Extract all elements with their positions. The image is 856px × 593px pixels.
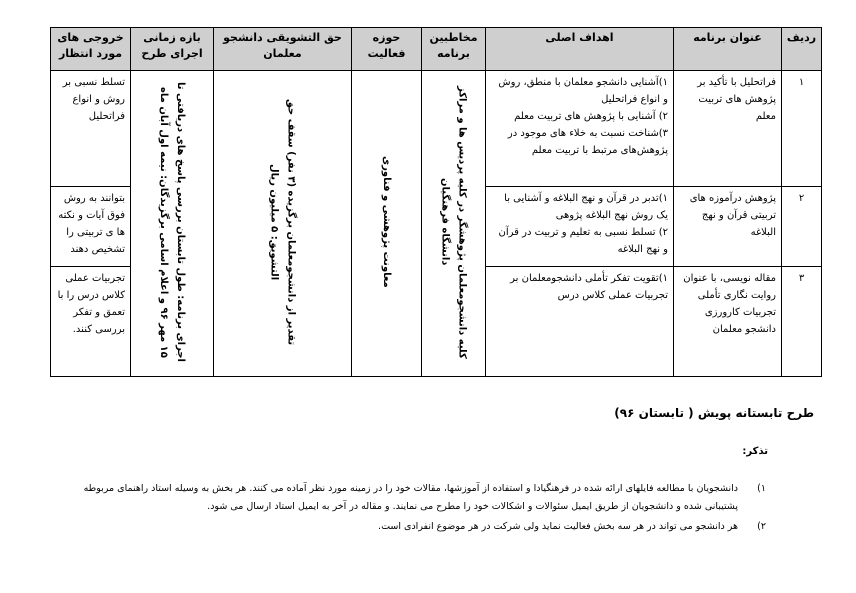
plan-subtitle: طرح تابستانه پویش ( تابستان ۹۶)	[614, 406, 814, 420]
header-activity-field: حوزه فعالیت	[352, 28, 422, 71]
expected-output: تجربیات عملی کلاس درس را با تعمق و تفکر بررسی کنند.	[51, 267, 131, 377]
time-cell	[131, 71, 214, 377]
header-row-number: ردیف	[782, 28, 822, 71]
program-goals	[486, 187, 674, 267]
header-reward: حق التشویقی دانشجو معلمان	[214, 28, 352, 71]
goal-item: ۱)تدبر در قرآن و نهج البلاغه و آشنایی با یک روش نهج البلاغه پژوهی	[504, 193, 668, 221]
goal-item: ۱)آشنایی دانشجو معلمان با منطق، روش و انواع فراتحلیل	[498, 77, 668, 105]
note-text: هر دانشجو می تواند در هر سه بخش فعالیت نماید ولی شرکت در هر موضوع انفرادی است.	[378, 521, 738, 532]
program-goals	[486, 267, 674, 377]
table-header-row	[51, 28, 822, 71]
goal-item: ۲) تسلط نسبی به تعلیم و تربیت در قرآن و نهج البلاغه	[498, 227, 668, 255]
reward-text: تقدیر از دانشجومعلمان برگزیده (۳ نفر) سقف حق التشویق: ۵ میلیون ریال	[268, 98, 297, 346]
header-program-title: عنوان برنامه	[674, 28, 782, 71]
note-text: دانشجویان با مطالعه فایلهای ارائه شده در فرهنگیادا و استفاده از آموزشها، مقالات خود را در زمینه مورد نظر آماده می کنند. هر بخش به وسیله استاد راهنمای مربوطه پشتیبانی شده و دانشجویان از طریق ایمیل سئوالات و اشکالات خود را مطرح می نمایند. و مقاله در آخر به ایمیل استاد ارسال می شود.	[83, 483, 738, 512]
row-number: ۳	[782, 267, 822, 377]
header-expected-outputs: خروجی های مورد انتظار	[51, 28, 131, 71]
header-time-period: بازه زمانی اجرای طرح	[131, 28, 214, 71]
note-number: ۲)	[757, 521, 766, 532]
audience-cell	[422, 71, 486, 377]
goal-item: ۱)تقویت تفکر تأملی دانشجومعلمان بر تجربیات عملی کلاس درس	[510, 273, 668, 301]
program-title: فراتحلیل با تأکید بر پژوهش های تربیت معلم	[674, 71, 782, 187]
program-title: مقاله نویسی، با عنوان روایت نگاری تأملی تجربیات کارورزی دانشجو معلمان	[674, 267, 782, 377]
goal-item: ۳)شناخت نسبت به خلاء های موجود در پژوهش‌های مرتبط با تربیت معلم	[507, 128, 668, 156]
program-table	[50, 27, 822, 377]
field-text: معاونت پژوهشی و فناوری	[381, 156, 392, 288]
note-item	[48, 518, 766, 536]
time-text: اجرای برنامه: طول تابستان بررسی پاسخ های دریافتی تا ۱۵ مهر ۹۶ و اعلام اسامی برگزیدگان: نیمه اول آبان ماه	[158, 82, 186, 362]
expected-output: بتوانند به روش فوق آیات و نکته ها ی تربیتی را تشخیص دهند	[51, 187, 131, 267]
program-title: پژوهش درآموزه های تربیتی قرآن و نهج البلاغه	[674, 187, 782, 267]
note-label: تذکر:	[742, 446, 768, 457]
goal-item: ۲) آشنایی با پژوهش های تربیت معلم	[514, 111, 668, 122]
program-goals	[486, 71, 674, 187]
field-cell	[352, 71, 422, 377]
reward-cell	[214, 71, 352, 377]
note-item	[48, 480, 766, 516]
audience-text: کلیه دانشجومعلمان پژوهشگر در کلیه پردیس ها و مراکز دانشگاه فرهنگیان	[439, 85, 468, 359]
header-audience: مخاطبین برنامه	[422, 28, 486, 71]
row-number: ۱	[782, 71, 822, 187]
row-number: ۲	[782, 187, 822, 267]
notes-list	[48, 480, 766, 536]
expected-output: تسلط نسبی بر روش و انواع فراتحلیل	[51, 71, 131, 187]
note-number: ۱)	[757, 483, 766, 494]
header-main-goals: اهداف اصلی	[486, 28, 674, 71]
table-row	[51, 71, 822, 187]
